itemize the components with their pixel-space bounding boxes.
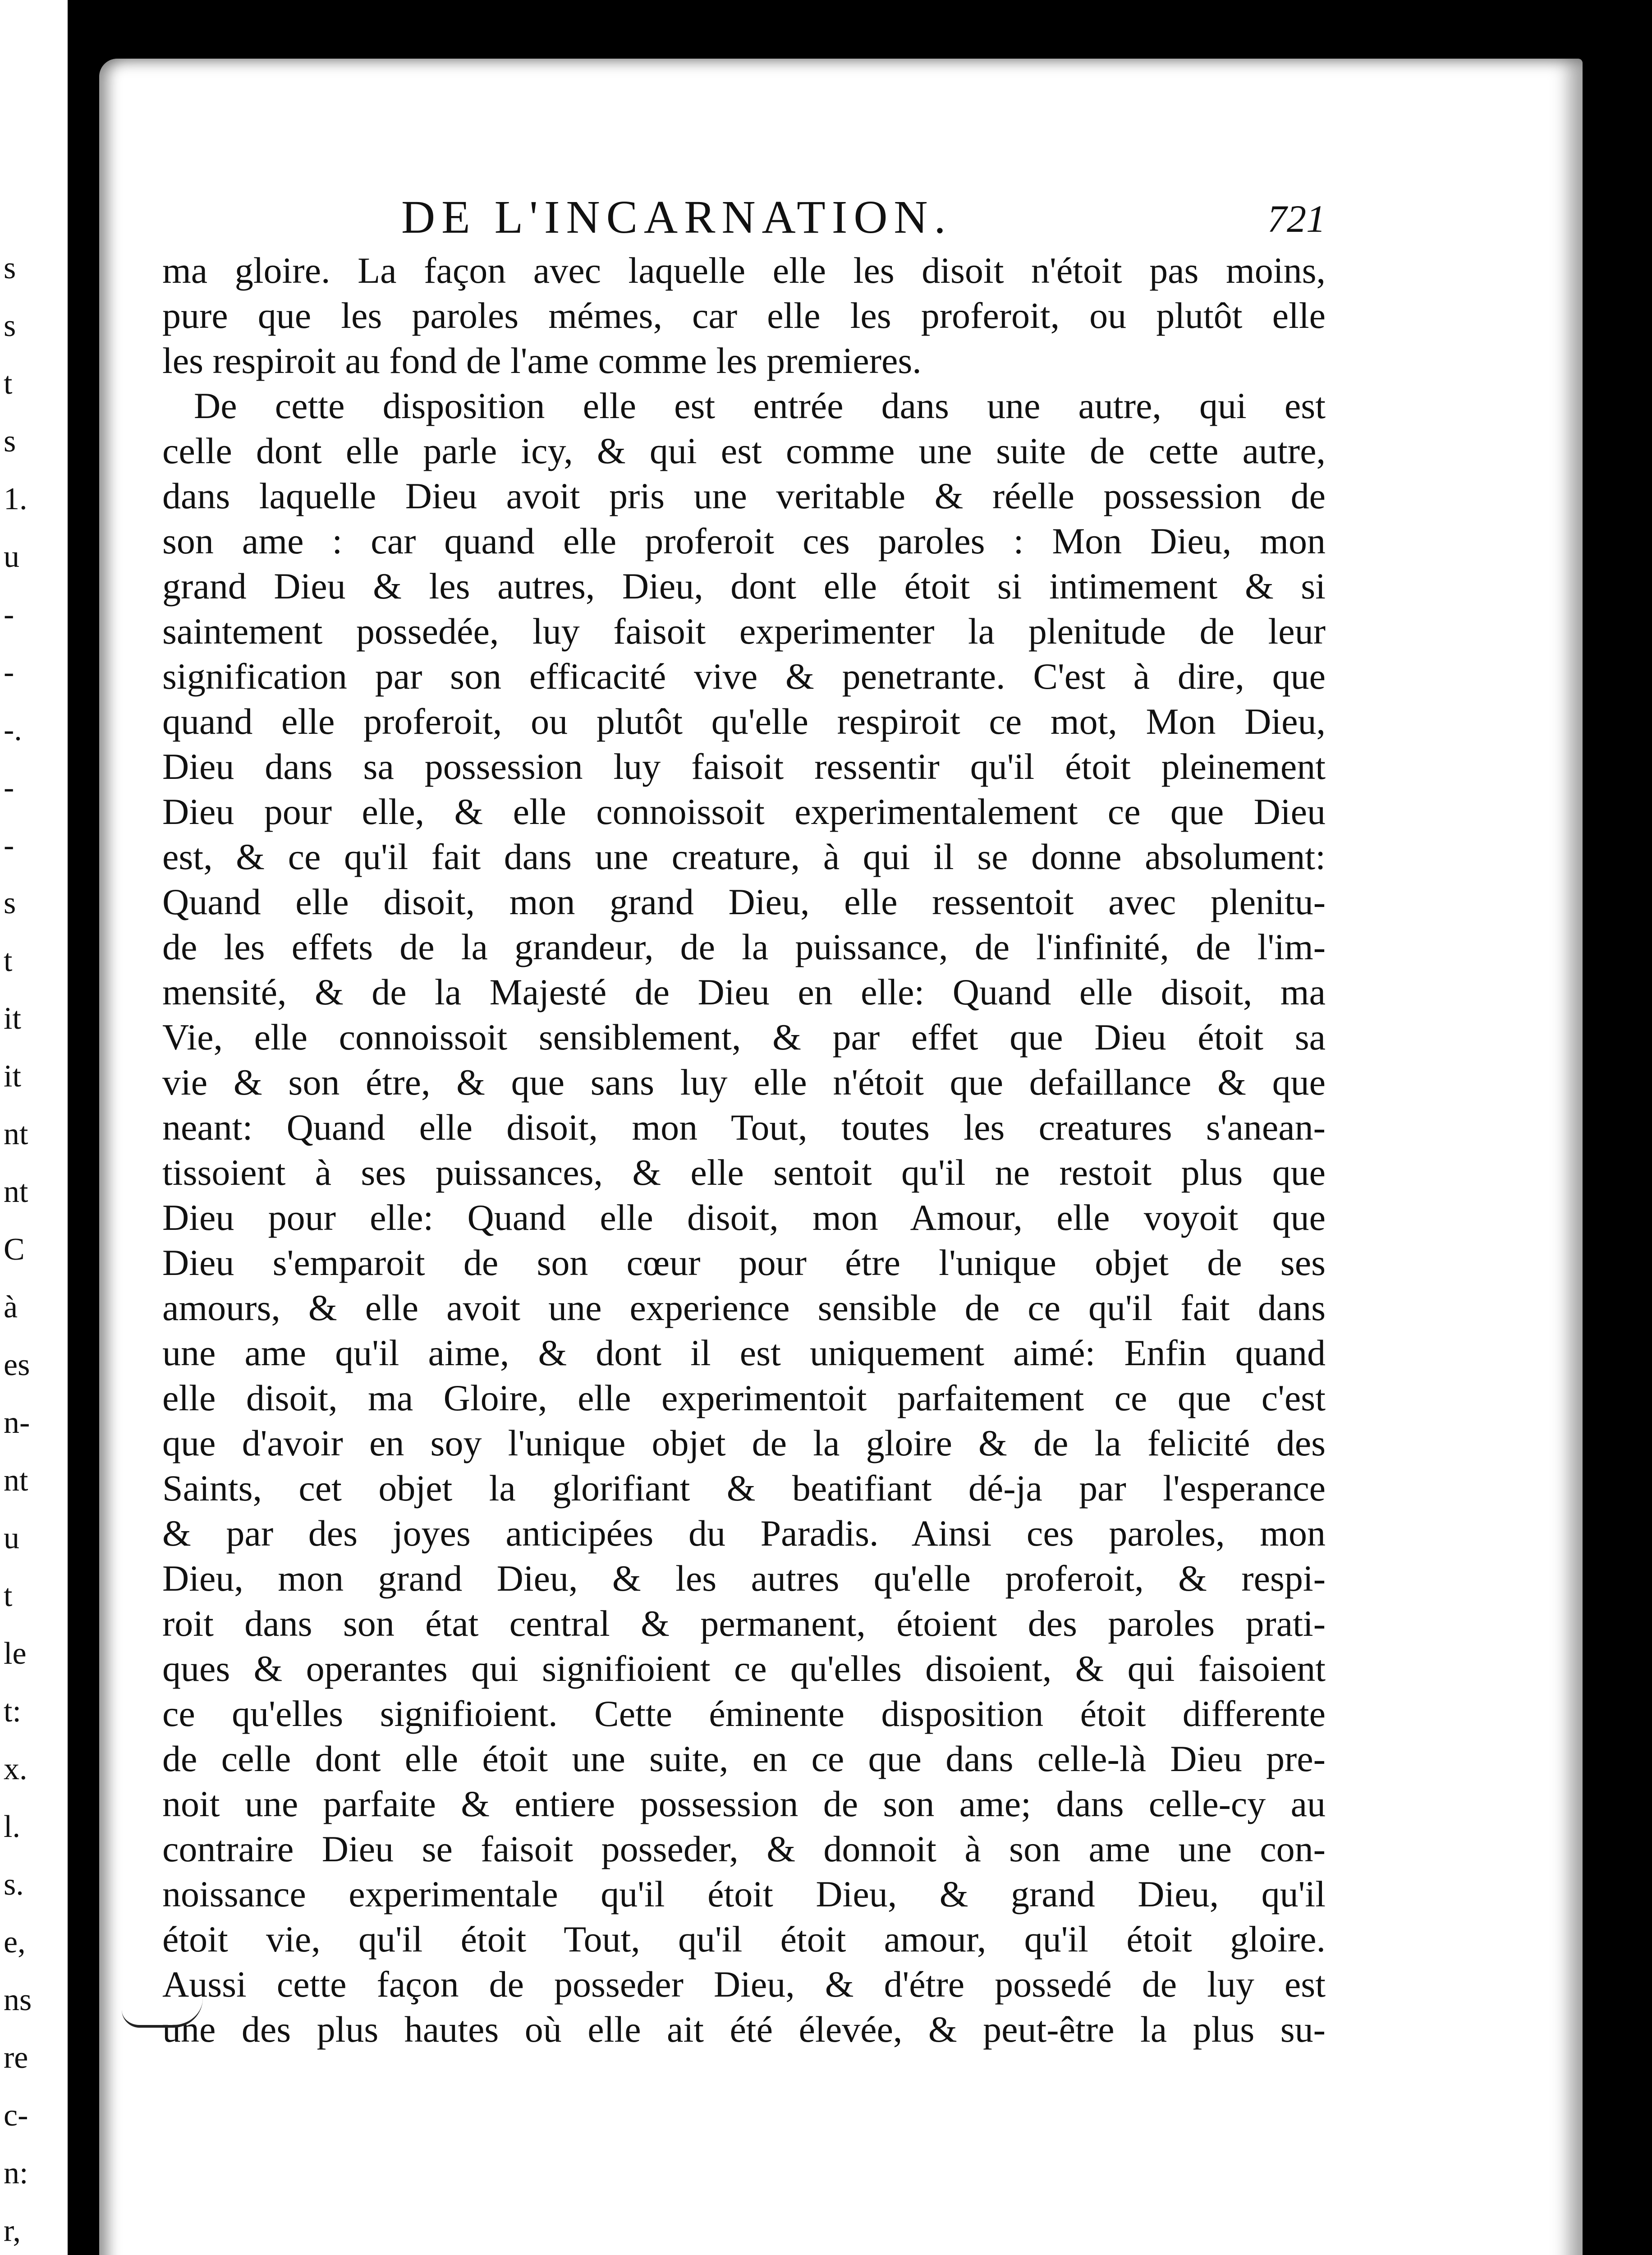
facing-page-fragment: 1. (4, 482, 28, 516)
facing-page-fragment: re (4, 2040, 28, 2075)
text-line: Dieu, mon grand Dieu, & les autres qu'elle proferoit, & respi- (162, 1558, 1326, 1599)
facing-page-fragment: à (4, 1290, 18, 1325)
facing-page-fragment: x. (4, 1752, 28, 1786)
facing-page-fragment: es (4, 1348, 30, 1382)
text-line: tissoient à ses puissances, & elle sentoit qu'il ne restoit plus que (162, 1152, 1326, 1193)
text-line: Aussi cette façon de posseder Dieu, & d'étre possedé de luy est (162, 1964, 1326, 2005)
facing-page-fragment: e, (4, 1925, 26, 1960)
text-line: Dieu s'emparoit de son cœur pour étre l'unique objet de ses (162, 1242, 1326, 1283)
text-line: roit dans son état central & permanent, étoient des paroles prati- (162, 1603, 1326, 1644)
text-line: ma gloire. La façon avec laquelle elle les disoit n'étoit pas moins, (162, 250, 1326, 291)
text-line: contraire Dieu se faisoit posseder, & donnoit à son ame une con- (162, 1828, 1326, 1869)
text-line: étoit vie, qu'il étoit Tout, qu'il étoit amour, qu'il étoit gloire. (162, 1919, 1326, 1960)
facing-page-fragment: ns (4, 1983, 32, 2017)
text-line: les respiroit au fond de l'ame comme les premieres. (162, 340, 922, 381)
facing-page-fragment: t (4, 1578, 13, 1613)
text-line: que d'avoir en soy l'unique objet de la gloire & de la felicité des (162, 1422, 1326, 1463)
facing-page-fragment: - (4, 597, 14, 632)
text-line: son ame : car quand elle proferoit ces paroles : Mon Dieu, mon (162, 520, 1326, 561)
facing-page-fragment: nt (4, 1463, 28, 1498)
facing-page-fragments (0, 0, 68, 2255)
text-line: elle disoit, ma Gloire, elle experimentoit parfaitement ce que c'est (162, 1377, 1326, 1418)
text-line: Dieu pour elle, & elle connoissoit experimentalement ce que Dieu (162, 791, 1326, 832)
text-line: & par des joyes anticipées du Paradis. Ainsi ces paroles, mon (162, 1513, 1326, 1554)
facing-page-fragment: n- (4, 1405, 30, 1440)
text-line: Quand elle disoit, mon grand Dieu, elle ressentoit avec plenitu- (162, 881, 1326, 922)
facing-page-fragment: - (4, 828, 14, 863)
text-line: Dieu dans sa possession luy faisoit ressentir qu'il étoit pleinement (162, 746, 1326, 787)
text-line: signification par son efficacité vive & penetrante. C'est à dire, que (162, 656, 1326, 697)
text-line: pure que les paroles mémes, car elle les proferoit, ou plutôt elle (162, 295, 1326, 336)
facing-page-fragment: l. (4, 1809, 20, 1844)
running-head-title: DE L'INCARNATION. (401, 191, 952, 243)
facing-page-fragment: t: (4, 1694, 21, 1729)
facing-page-fragment: s. (4, 1867, 24, 1902)
facing-page-fragment: s (4, 886, 16, 920)
facing-page-fragment: r, (4, 2214, 21, 2248)
text-line: est, & ce qu'il fait dans une creature, à qui il se donne absolument: (162, 836, 1326, 877)
facing-page-fragment: s (4, 308, 16, 343)
text-line: neant: Quand elle disoit, mon Tout, toutes les creatures s'anean- (162, 1107, 1326, 1148)
facing-page-fragment: nt (4, 1117, 28, 1151)
text-line: Dieu pour elle: Quand elle disoit, mon Amour, elle voyoit que (162, 1197, 1326, 1238)
text-line: amours, & elle avoit une experience sensible de ce qu'il fait dans (162, 1287, 1326, 1328)
text-line: mensité, & de la Majesté de Dieu en elle: Quand elle disoit, ma (162, 971, 1326, 1012)
facing-page-fragment: it (4, 1059, 21, 1094)
facing-page-strip (0, 0, 68, 2255)
facing-page-fragment: s (4, 251, 16, 285)
page-number: 721 (1267, 197, 1326, 240)
text-line: celle dont elle parle icy, & qui est comme une suite de cette autre, (162, 430, 1326, 471)
text-line: Saints, cet objet la glorifiant & beatifiant dé-ja par l'esperance (162, 1468, 1326, 1509)
facing-page-fragment: n: (4, 2156, 28, 2191)
text-line: une des plus hautes où elle ait été élevée, & peut-être la plus su- (162, 2009, 1326, 2050)
text-line: Vie, elle connoissoit sensiblement, & par effet que Dieu étoit sa (162, 1017, 1326, 1058)
text-line: une ame qu'il aime, & dont il est uniquement aimé: Enfin quand (162, 1332, 1326, 1373)
text-line: quand elle proferoit, ou plutôt qu'elle respiroit ce mot, Mon Dieu, (162, 701, 1326, 742)
text-line: ce qu'elles signifioient. Cette éminente disposition étoit differente (162, 1693, 1326, 1734)
facing-page-fragment: s (4, 424, 16, 459)
facing-page-fragment: C (4, 1232, 25, 1267)
facing-page-fragment: t (4, 366, 13, 401)
facing-page-fragment: -. (4, 713, 22, 747)
page-content (162, 191, 1326, 2052)
facing-page-fragment: - (4, 655, 14, 690)
text-line: saintement possedée, luy faisoit experimenter la plenitude de leur (162, 611, 1326, 652)
facing-page-fragment: nt (4, 1174, 28, 1209)
facing-page-fragment: it (4, 1001, 21, 1036)
facing-page-fragment: c- (4, 2098, 28, 2133)
facing-page-fragment: le (4, 1636, 27, 1671)
book-page (99, 59, 1583, 2255)
facing-page-fragment: u (4, 539, 19, 574)
facing-page-fragment: t (4, 943, 13, 978)
text-line: vie & son étre, & que sans luy elle n'étoit que defaillance & que (162, 1062, 1326, 1103)
facing-page-fragment: u (4, 1521, 19, 1555)
facing-page-fragment: - (4, 770, 14, 805)
text-line: dans laquelle Dieu avoit pris une veritable & réelle possession de (162, 475, 1326, 516)
text-line: grand Dieu & les autres, Dieu, dont elle étoit si intimement & si (162, 566, 1326, 607)
page-gutter (68, 0, 99, 2255)
text-line: de celle dont elle étoit une suite, en ce que dans celle-là Dieu pre- (162, 1738, 1326, 1779)
text-line: noissance experimentale qu'il étoit Dieu, & grand Dieu, qu'il (162, 1873, 1326, 1914)
running-head (162, 191, 1326, 244)
text-line: ques & operantes qui signifioient ce qu'elles disoient, & qui faisoient (162, 1648, 1326, 1689)
text-line: de les effets de la grandeur, de la puissance, de l'infinité, de l'im- (162, 926, 1326, 967)
body-text (162, 248, 1326, 2052)
text-line: De cette disposition elle est entrée dans une autre, qui est (194, 385, 1326, 426)
text-line: noit une parfaite & entiere possession de son ame; dans celle-cy au (162, 1783, 1326, 1824)
